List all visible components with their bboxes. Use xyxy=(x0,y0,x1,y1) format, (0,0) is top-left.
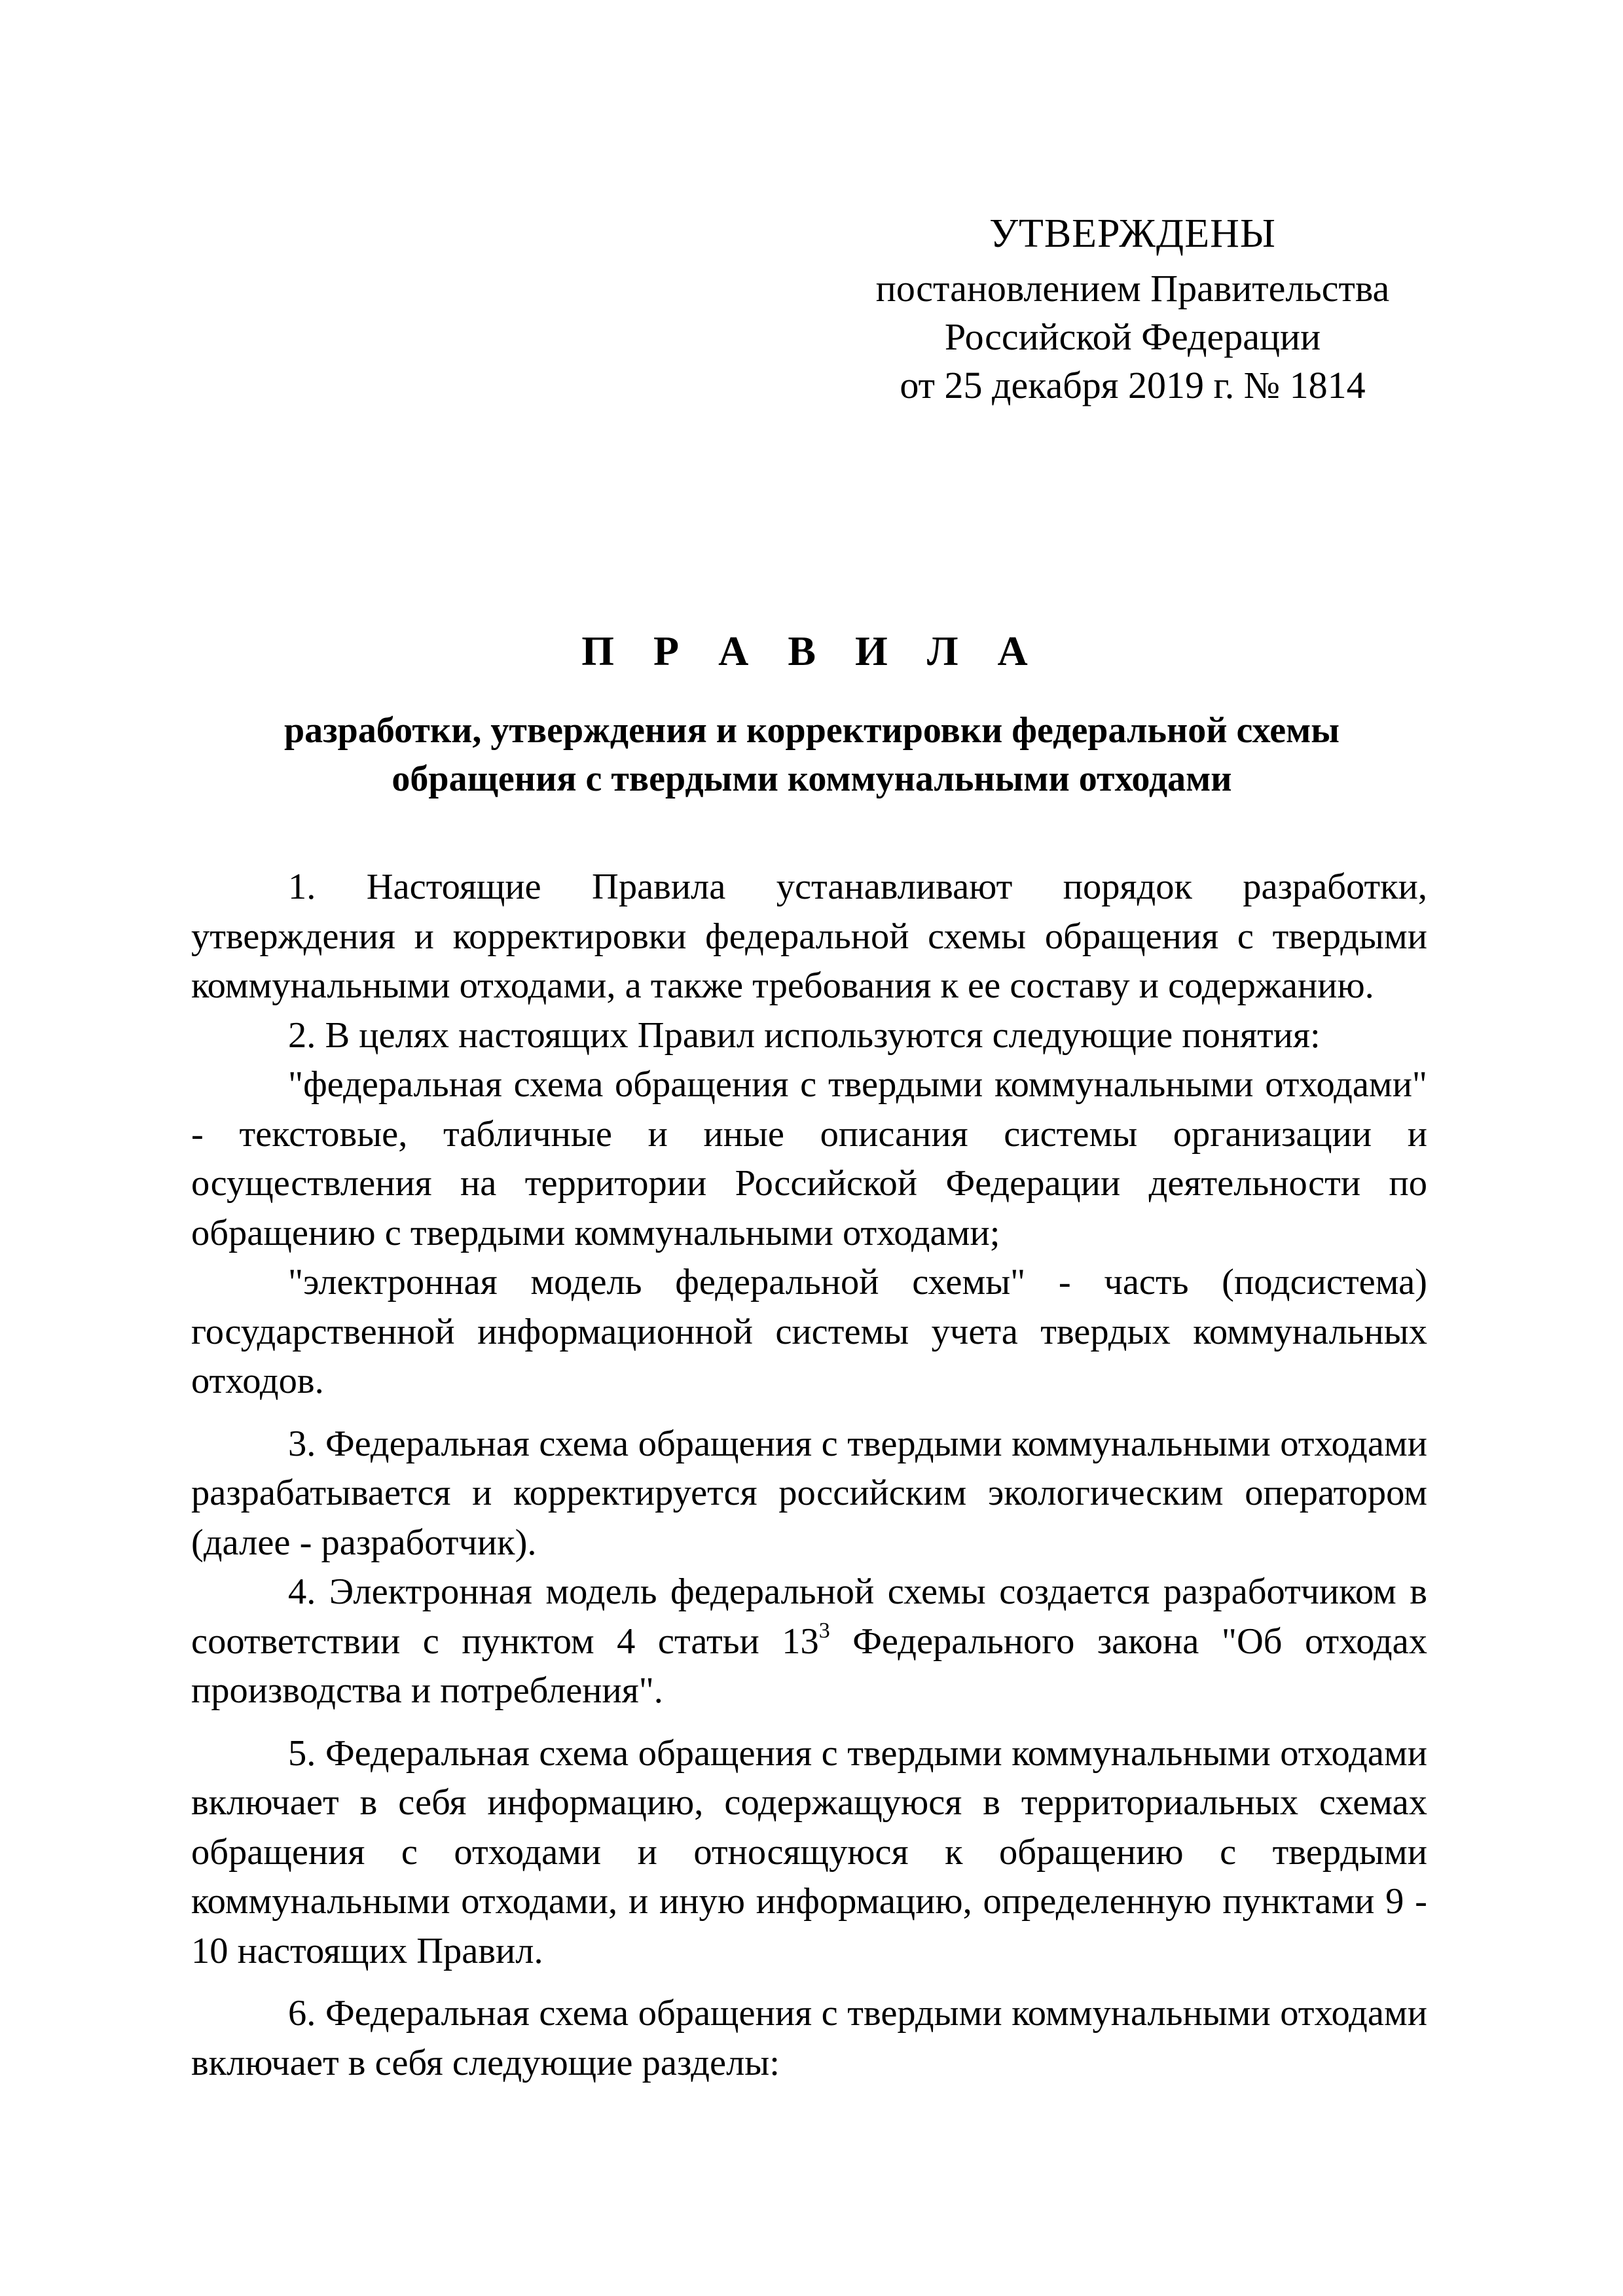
paragraph-2: 2. В целях настоящих Правил используются следующие понятия: xyxy=(288,1014,1321,1056)
paragraph-2-definition-federal-scheme: "федеральная схема обращения с твердыми коммунальными отходами" - текстовые, табличные и иные описания системы организации и осуществления на территории Российской Федерации деятельности по обращению с твердыми коммунальными отходами; xyxy=(191,1064,1427,1253)
document-subtitle-line-2: обращения с твердыми коммунальными отходами xyxy=(392,759,1232,799)
paragraph-4-superscript: 3 xyxy=(818,1618,830,1643)
paragraph-1: 1. Настоящие Правила устанавливают порядок разработки, утверждения и корректировки федеральной схемы обращения с твердыми коммунальными отходами, а также требования к ее составу и содержанию. xyxy=(191,867,1427,1006)
document-body xyxy=(191,863,1427,2088)
paragraph-5: 5. Федеральная схема обращения с твердыми коммунальными отходами включает в себя информацию, содержащуюся в территориальных схемах обращения с отходами и относящуюся к обращению с твердыми коммунальными отходами, и иную информацию, определенную пунктами 9 - 10 настоящих Правил. xyxy=(191,1732,1427,1971)
document-heading: П Р А В И Л А xyxy=(581,628,1042,674)
approved-label: УТВЕРЖДЕНЫ xyxy=(989,211,1276,256)
approval-line-date-number: от 25 декабря 2019 г. № 1814 xyxy=(900,364,1366,406)
paragraph-6: 6. Федеральная схема обращения с твердыми коммунальными отходами включает в себя следующие разделы: xyxy=(191,1993,1427,2083)
paragraph-2-definition-electronic-model: "электронная модель федеральной схемы" - часть (подсистема) государственной информационной системы учета твердых коммунальных отходов. xyxy=(191,1262,1427,1401)
approval-line-resolution: постановлением Правительства xyxy=(875,267,1390,310)
approval-line-federation: Российской Федерации xyxy=(944,315,1321,358)
document-title-block xyxy=(190,625,1434,803)
document-subtitle-line-1: разработки, утверждения и корректировки федеральной схемы xyxy=(284,710,1340,751)
paragraph-3: 3. Федеральная схема обращения с твердыми коммунальными отходами разрабатывается и корректируется российским экологическим оператором (далее - разработчик). xyxy=(191,1423,1427,1563)
paragraph-4 xyxy=(191,1568,1427,1716)
approval-stamp-block xyxy=(845,209,1421,410)
paragraph-4-text-end: Федерального закона "Об отходах производства и потребления". xyxy=(191,1621,1427,1711)
paragraph-4-text-start: 4. Электронная модель федеральной схемы создается разработчиком в соответствии с пунктом 4 статьи 13 xyxy=(191,1571,1427,1662)
